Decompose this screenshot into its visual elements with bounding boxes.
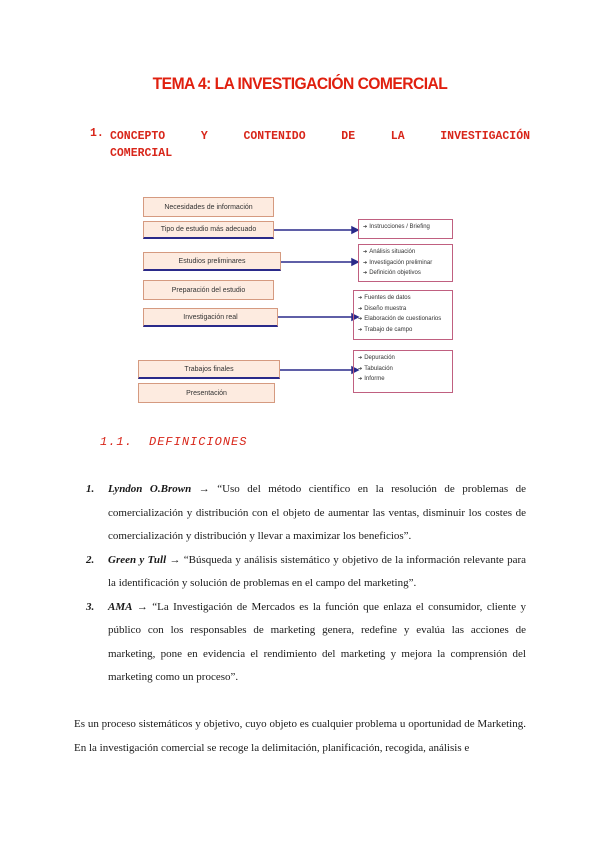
step-box: Investigación real: [143, 308, 278, 327]
definition-text: “Búsqueda y análisis sistemático y objetivo de la información relevante para la identificación y solución de problemas en el campo del marketing”.: [108, 553, 526, 589]
step-box: Necesidades de información: [143, 197, 274, 217]
definition-text: “La Investigación de Mercados es la función que enlaza el consumidor, cliente y público con los responsables de marketing genera, redefine y evalúa las acciones de marketing, pone en evidencia el rendimiento del marketing y mejora la comprensión del marketing como un proceso”.: [108, 600, 527, 683]
subsection-title: DEFINICIONES: [149, 435, 248, 449]
definition-author: AMA: [108, 600, 133, 613]
detail-item: ➔ Análisis situación: [363, 247, 448, 258]
detail-group: [353, 290, 453, 340]
definition-item: [86, 549, 526, 596]
definition-text: “Uso del método científico en la resolución de problemas de comercialización y distribución con el objeto de aumentar las ventas, disminuir los costes de comercialización y distribución y llevar a maximizar los beneficios”.: [108, 483, 526, 542]
detail-item: ➔ Informe: [358, 374, 448, 385]
detail-item: ➔ Trabajo de campo: [358, 325, 448, 336]
definition-number: 3.: [86, 600, 95, 613]
detail-item: ➔ Tabulación: [358, 364, 448, 375]
definition-number: 2.: [86, 553, 95, 566]
step-box: Tipo de estudio más adecuado: [143, 221, 274, 239]
detail-item: ➔ Investigación preliminar: [363, 258, 448, 269]
section-number: 1.: [90, 127, 104, 140]
section-heading-line1: CONCEPTO Y CONTENIDO DE LA INVESTIGACIÓN: [110, 130, 530, 143]
detail-item: ➔ Depuración: [358, 353, 448, 364]
section-heading-line2: COMERCIAL: [110, 147, 173, 160]
page-title: TEMA 4: LA INVESTIGACIÓN COMERCIAL: [152, 74, 448, 93]
definition-author: Lyndon O.Brown: [108, 483, 192, 495]
arrow-icon: →: [198, 483, 210, 495]
arrow-icon: →: [169, 553, 181, 566]
definitions-list: [86, 478, 526, 690]
diagram-connectors: [0, 0, 600, 420]
step-box: Presentación: [138, 383, 275, 403]
step-box: Trabajos finales: [138, 360, 280, 379]
definition-author: Green y Tull: [108, 553, 167, 566]
subsection-heading: [100, 435, 247, 449]
detail-item: ➔ Definición objetivos: [363, 268, 448, 279]
detail-item: ➔ Diseño muestra: [358, 304, 448, 315]
definition-item: [86, 478, 526, 549]
detail-item: ➔ Elaboración de cuestionarios: [358, 314, 448, 325]
detail-item: ➔ Fuentes de datos: [358, 293, 448, 304]
detail-group: [353, 350, 453, 393]
research-process-diagram: [0, 0, 600, 420]
definition-item: [86, 596, 526, 690]
detail-group: [358, 244, 453, 282]
subsection-number: 1.1.: [100, 435, 133, 449]
body-paragraph: Es un proceso sistemáticos y objetivo, cuyo objeto es cualquier problema u oportunidad de Marketing. En la investigación comercial se recoge la delimitación, planificación, recogida, análisis e: [74, 718, 526, 754]
detail-item: ➔ Instrucciones / Briefing: [363, 222, 448, 233]
detail-group: [358, 219, 453, 239]
arrow-icon: →: [136, 600, 148, 613]
step-box: Preparación del estudio: [143, 280, 274, 300]
definition-number: 1.: [86, 483, 95, 495]
step-box: Estudios preliminares: [143, 252, 281, 271]
